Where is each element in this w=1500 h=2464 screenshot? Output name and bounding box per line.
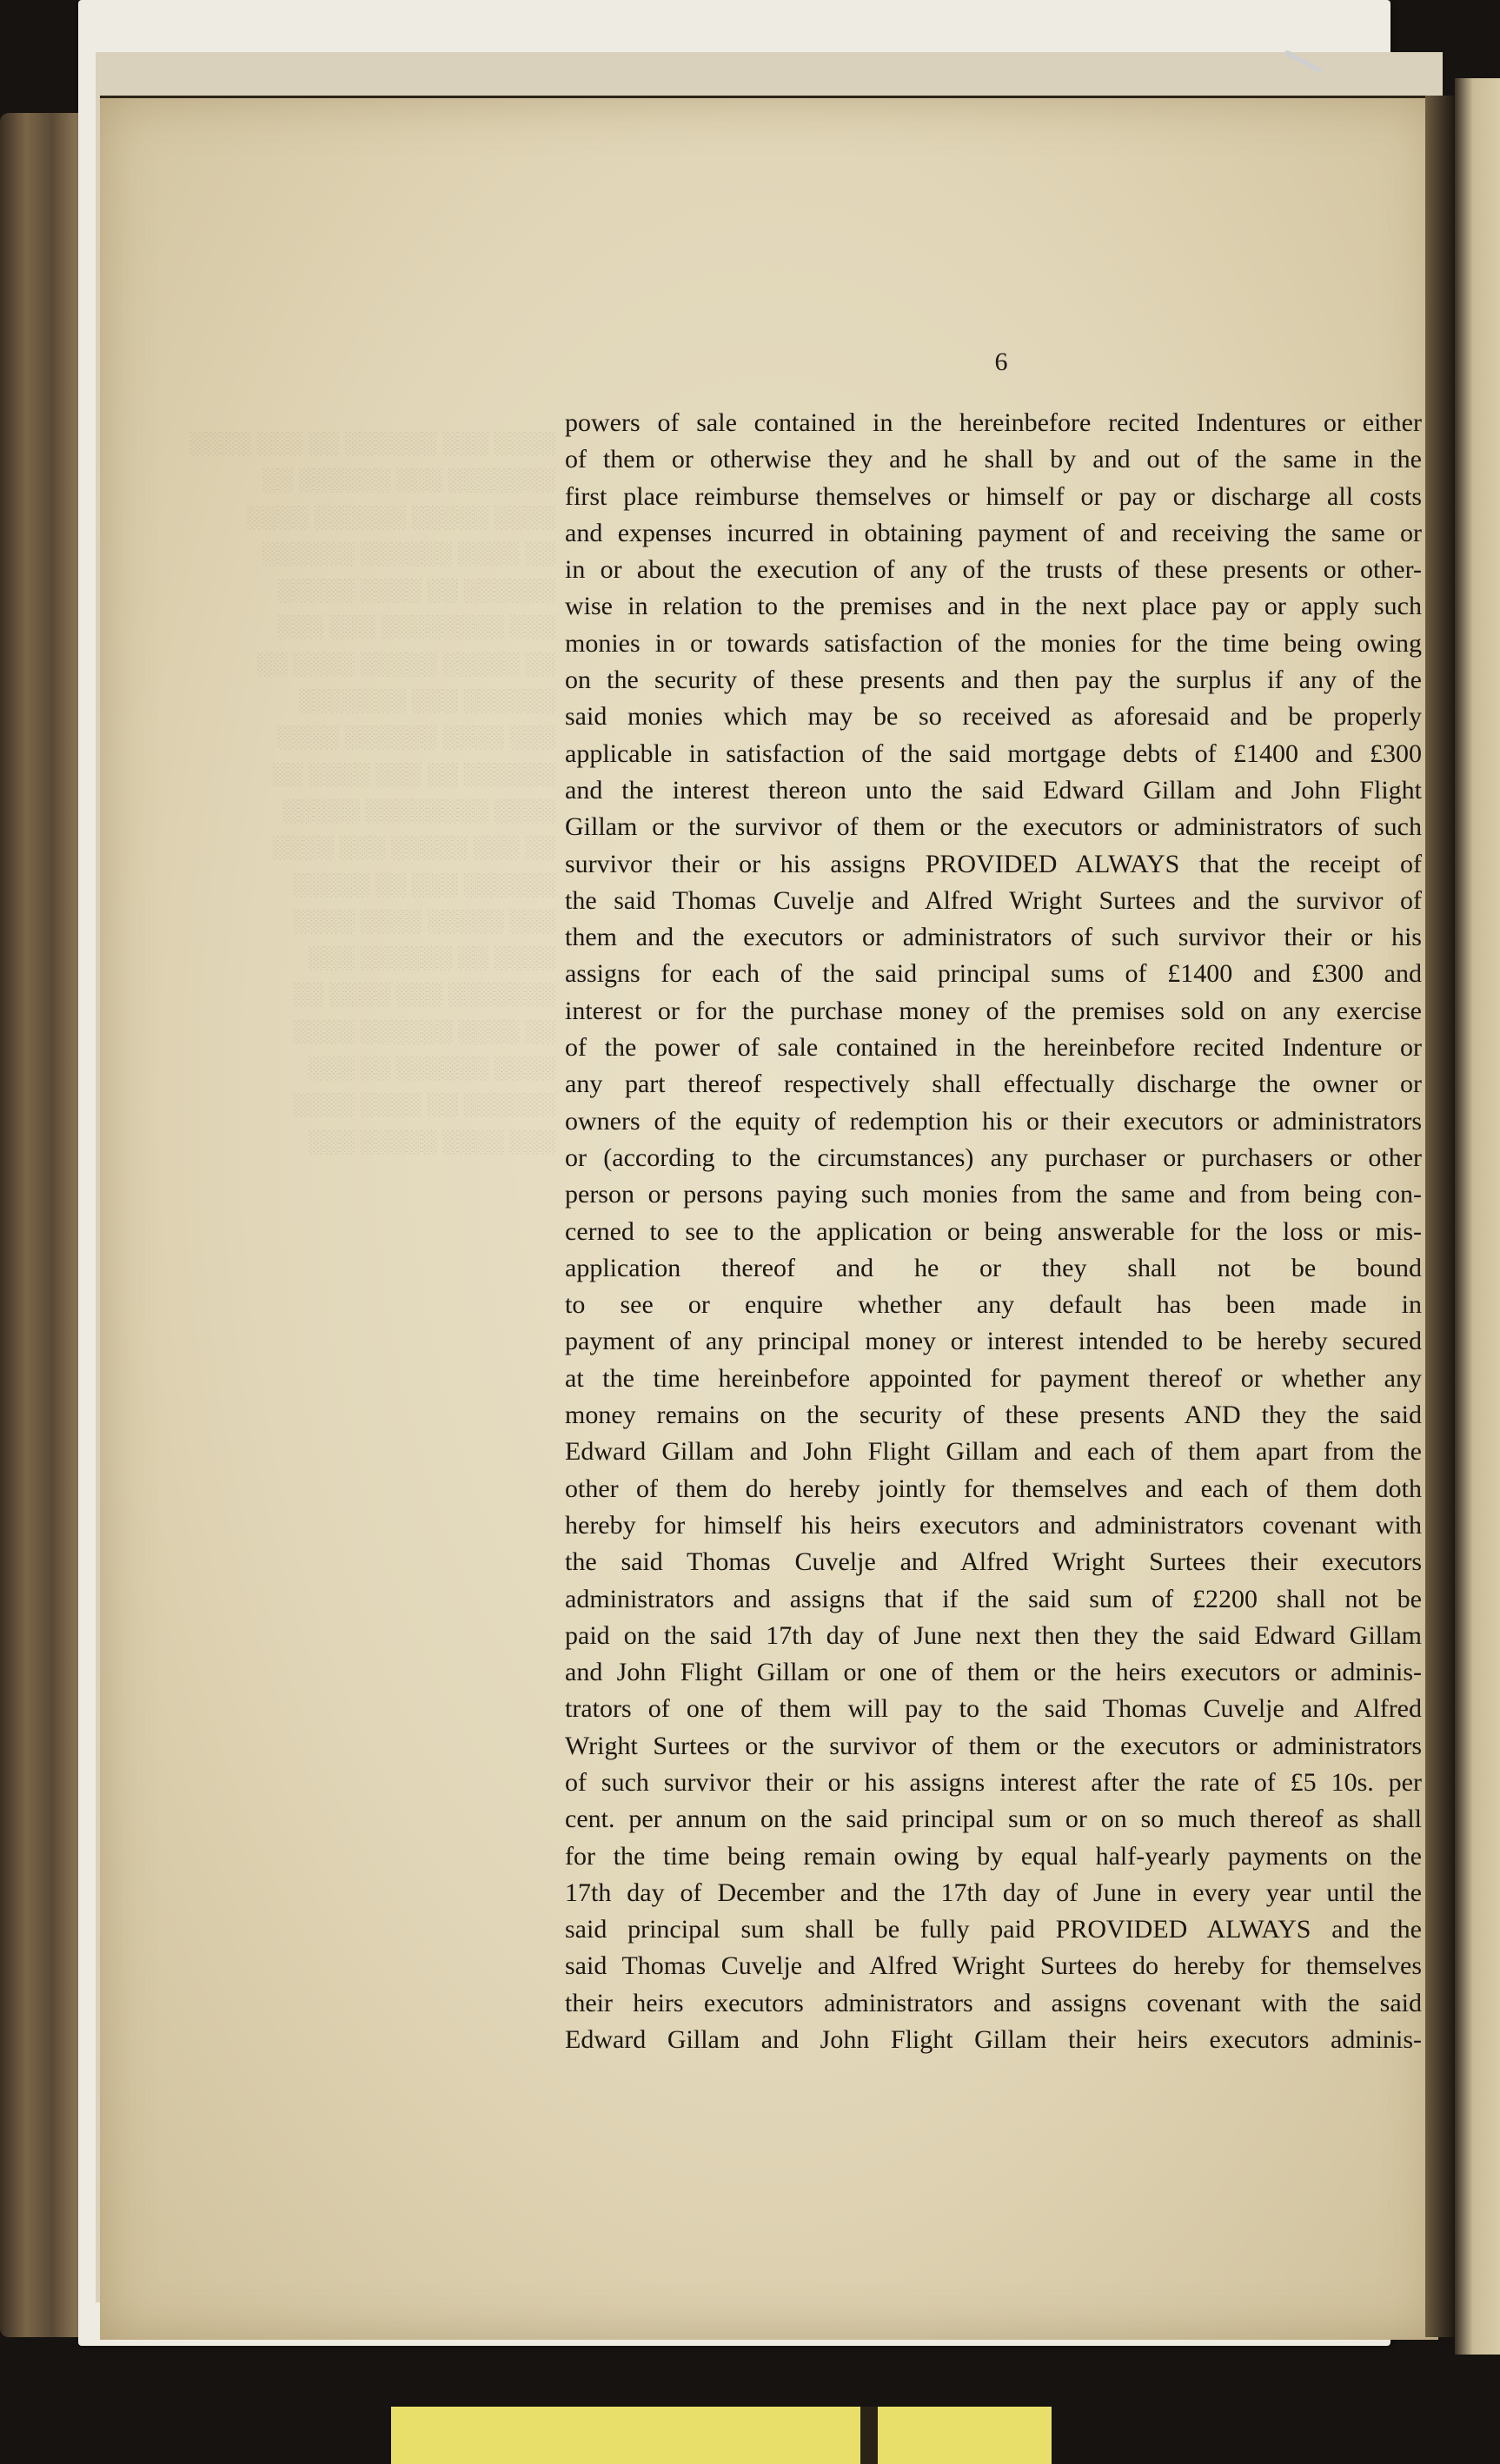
text-line: said principal sum shall be fully paid PROVIDED ALWAYS and the — [565, 1915, 1422, 1944]
text-line: cerned to see to the application or being answerable for the loss or mis- — [565, 1216, 1422, 1246]
text-line: in or about the execution of any of the trusts of these presents or other- — [565, 555, 1422, 585]
text-line: person or persons paying such monies from the same and from being con- — [565, 1180, 1422, 1209]
text-line: application thereof and he or they shall not be bound — [565, 1253, 1422, 1282]
page-gutter-shadow — [1425, 96, 1455, 2337]
text-line: of the power of sale contained in the hereinbefore recited Indenture or — [565, 1033, 1422, 1063]
text-line: first place reimburse themselves or himself or pay or discharge all costs — [565, 481, 1422, 511]
text-line: Edward Gillam and John Flight Gillam their heirs executors adminis- — [565, 2025, 1422, 2055]
text-line: wise in relation to the premises and in the next place pay or apply such — [565, 592, 1422, 621]
text-line: or (according to the circumstances) any purchaser or purchasers or other — [565, 1143, 1422, 1172]
text-line: monies in or towards satisfaction of the monies for the time being owing — [565, 628, 1422, 658]
text-line: interest or for the purchase money of the premises sold on any exercise — [565, 996, 1422, 1025]
text-line: for the time being remain owing by equal half-yearly payments on the — [565, 1841, 1422, 1871]
text-line: money remains on the security of these presents AND they the said — [565, 1401, 1422, 1430]
text-line: administrators and assigns that if the said sum of £2200 shall not be — [565, 1584, 1422, 1613]
text-line: of such survivor their or his assigns interest after the rate of £5 10s. per — [565, 1767, 1422, 1797]
text-line: survivor their or his assigns PROVIDED ALWAYS that the receipt of — [565, 849, 1422, 878]
text-line: hereby for himself his heirs executors and administrators covenant with — [565, 1510, 1422, 1540]
text-line: owners of the equity of redemption his or their executors or administrators — [565, 1106, 1422, 1136]
text-line: said Thomas Cuvelje and Alfred Wright Surtees do hereby for themselves — [565, 1951, 1422, 1981]
next-page-edge — [1455, 78, 1500, 2355]
document-body-text — [565, 405, 1422, 2058]
text-line: their heirs executors administrators and assigns covenant with the said — [565, 1988, 1422, 2017]
text-line: of them or otherwise they and he shall by and out of the same in the — [565, 445, 1422, 474]
text-line: trators of one of them will pay to the said Thomas Cuvelje and Alfred — [565, 1694, 1422, 1724]
page-number: 6 — [994, 348, 1008, 376]
text-line: the said Thomas Cuvelje and Alfred Wright Surtees their executors — [565, 1547, 1422, 1577]
text-line: any part thereof respectively shall effectually discharge the owner or — [565, 1070, 1422, 1099]
text-line: and the interest thereon unto the said Edward Gillam and John Flight — [565, 775, 1422, 805]
text-line: 17th day of December and the 17th day of June in every year until the — [565, 1878, 1422, 1907]
text-line: Wright Surtees or the survivor of them or the executors or administrators — [565, 1731, 1422, 1760]
text-line: paid on the said 17th day of June next then they the said Edward Gillam — [565, 1620, 1422, 1650]
text-line: and expenses incurred in obtaining payment of and receiving the same or — [565, 518, 1422, 547]
text-line: said monies which may be so received as aforesaid and be properly — [565, 702, 1422, 732]
bottom-page-tab — [391, 2407, 1052, 2464]
text-line: cent. per annum on the said principal sum or on so much thereof as shall — [565, 1805, 1422, 1834]
bleed-through-text: ░░░░ ░░░ ░░░░░░ ░░ ░░░ ░░░░ ░░░░░░░ ░░░ ░░░░░░ ░░ ░░░░ ░░░░░ ░░░░░░ ░░░░ ░░ ░░░░ ░░░░░░ ░░░░░░ ░░░░░░ ░░ ░░░░ ░░░░░ ░░░ ░░░░░░░░ ░░░ ░░░ ░░ ░░░░░ ░░░░░ ░░░░ ░░ ░░░░░░ ░░░ ░░░░░░░ ░░░ ░░░░ ░░░░░░ ░░░░ ░░░░░░ ░░ ░░░ ░░░░ ░░ ░░░░ ░░░░░░░░ ░░░░░ ░░ ░░░ ░░░░░ ░░░ ░░░░ ░░░░░░ ░░░ ░░ ░░░░░ ░░░ ░░░░░ ░░░░ ░░░░ ░░░░ ░░ ░░░░░░ ░░░ ░░░░░░░ ░░░ ░░░░ ░░ ░░ ░░░░ ░░░░░░ ░░░░ ░░░░ ░░░░░░ ░░ ░░░ ░░░░░░ ░░ ░░░░ ░░░░ ░░░ ░░░░ ░░░░░ ░░░ — [190, 432, 556, 1154]
text-line: Edward Gillam and John Flight Gillam and each of them apart from the — [565, 1437, 1422, 1467]
text-line: them and the executors or administrators of such survivor their or his — [565, 923, 1422, 952]
text-line: assigns for each of the said principal sums of £1400 and £300 and — [565, 959, 1422, 989]
text-line: the said Thomas Cuvelje and Alfred Wright Surtees and the survivor of — [565, 885, 1422, 915]
text-line: powers of sale contained in the hereinbefore recited Indentures or either — [565, 408, 1422, 437]
text-line: other of them do hereby jointly for themselves and each of them doth — [565, 1474, 1422, 1503]
text-line: at the time hereinbefore appointed for payment thereof or whether any — [565, 1363, 1422, 1393]
text-line: applicable in satisfaction of the said mortgage debts of £1400 and £300 — [565, 739, 1422, 768]
bottom-tab-divider — [860, 2407, 878, 2464]
text-line: on the security of these presents and then pay the surplus if any of the — [565, 666, 1422, 695]
text-line: and John Flight Gillam or one of them or the heirs executors or adminis- — [565, 1658, 1422, 1687]
text-line: Gillam or the survivor of them or the executors or administrators of such — [565, 812, 1422, 842]
text-line: to see or enquire whether any default has been made in — [565, 1290, 1422, 1320]
text-line: payment of any principal money or interest intended to be hereby secured — [565, 1327, 1422, 1356]
